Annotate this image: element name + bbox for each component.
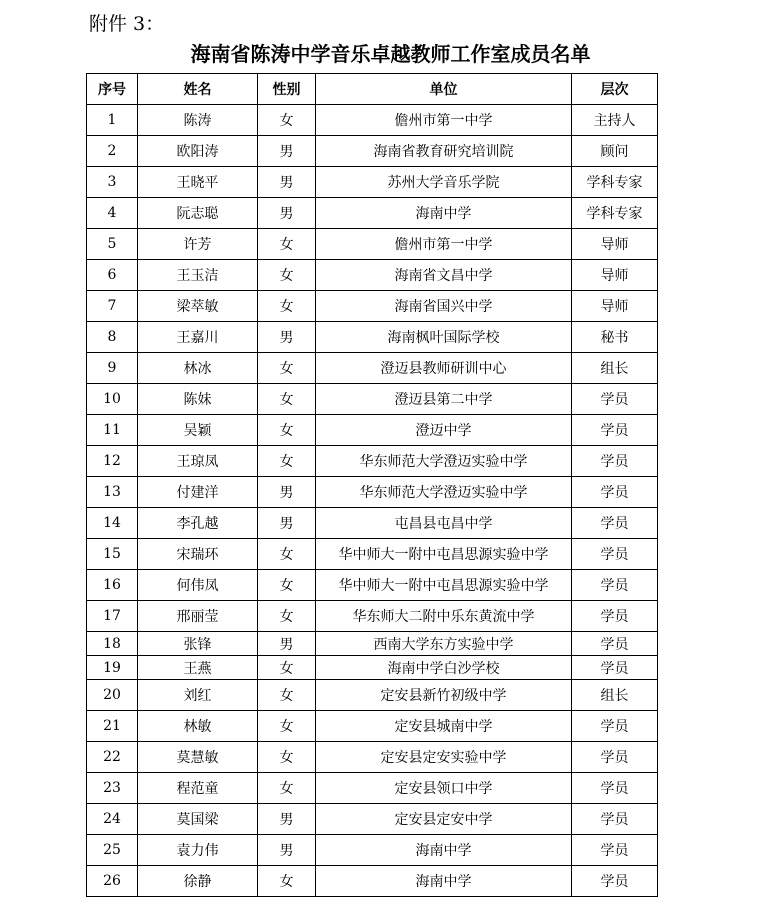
cell-level: 学员 bbox=[572, 835, 658, 866]
cell-name: 王晓平 bbox=[138, 167, 258, 198]
header-name: 姓名 bbox=[138, 74, 258, 105]
cell-unit: 定安县新竹初级中学 bbox=[316, 680, 572, 711]
cell-level: 组长 bbox=[572, 353, 658, 384]
cell-no: 9 bbox=[87, 353, 138, 384]
cell-no: 15 bbox=[87, 539, 138, 570]
table-row bbox=[87, 656, 658, 680]
cell-name: 邢丽莹 bbox=[138, 601, 258, 632]
cell-sex: 女 bbox=[258, 570, 316, 601]
table-row bbox=[87, 508, 658, 539]
table-row bbox=[87, 291, 658, 322]
cell-unit: 海南省文昌中学 bbox=[316, 260, 572, 291]
cell-level: 学科专家 bbox=[572, 167, 658, 198]
cell-name: 王嘉川 bbox=[138, 322, 258, 353]
cell-no: 26 bbox=[87, 866, 138, 897]
cell-no: 8 bbox=[87, 322, 138, 353]
cell-name: 王琼凤 bbox=[138, 446, 258, 477]
cell-level: 学员 bbox=[572, 477, 658, 508]
table-row bbox=[87, 260, 658, 291]
cell-no: 22 bbox=[87, 742, 138, 773]
cell-no: 10 bbox=[87, 384, 138, 415]
header-no: 序号 bbox=[87, 74, 138, 105]
cell-sex: 女 bbox=[258, 415, 316, 446]
cell-name: 徐静 bbox=[138, 866, 258, 897]
cell-sex: 女 bbox=[258, 656, 316, 680]
cell-no: 21 bbox=[87, 711, 138, 742]
cell-unit: 海南中学 bbox=[316, 866, 572, 897]
cell-no: 14 bbox=[87, 508, 138, 539]
cell-sex: 女 bbox=[258, 446, 316, 477]
cell-sex: 女 bbox=[258, 291, 316, 322]
cell-unit: 定安县定安实验中学 bbox=[316, 742, 572, 773]
table-row bbox=[87, 804, 658, 835]
table-row bbox=[87, 539, 658, 570]
cell-name: 林冰 bbox=[138, 353, 258, 384]
member-table bbox=[86, 73, 658, 897]
cell-sex: 女 bbox=[258, 773, 316, 804]
table-row bbox=[87, 680, 658, 711]
cell-sex: 女 bbox=[258, 229, 316, 260]
cell-level: 学员 bbox=[572, 415, 658, 446]
table-row bbox=[87, 198, 658, 229]
cell-sex: 女 bbox=[258, 539, 316, 570]
cell-name: 何伟凤 bbox=[138, 570, 258, 601]
cell-no: 13 bbox=[87, 477, 138, 508]
cell-sex: 男 bbox=[258, 198, 316, 229]
cell-level: 学员 bbox=[572, 446, 658, 477]
cell-name: 王玉洁 bbox=[138, 260, 258, 291]
cell-name: 程范童 bbox=[138, 773, 258, 804]
cell-no: 11 bbox=[87, 415, 138, 446]
cell-unit: 苏州大学音乐学院 bbox=[316, 167, 572, 198]
cell-no: 5 bbox=[87, 229, 138, 260]
cell-level: 学员 bbox=[572, 866, 658, 897]
cell-unit: 海南中学 bbox=[316, 835, 572, 866]
cell-sex: 男 bbox=[258, 167, 316, 198]
cell-sex: 男 bbox=[258, 804, 316, 835]
cell-sex: 女 bbox=[258, 105, 316, 136]
table-row bbox=[87, 477, 658, 508]
document-title: 海南省陈涛中学音乐卓越教师工作室成员名单 bbox=[190, 42, 591, 66]
cell-sex: 女 bbox=[258, 742, 316, 773]
cell-no: 25 bbox=[87, 835, 138, 866]
cell-sex: 男 bbox=[258, 477, 316, 508]
cell-unit: 澄迈中学 bbox=[316, 415, 572, 446]
cell-level: 主持人 bbox=[572, 105, 658, 136]
cell-unit: 华东师大二附中乐东黄流中学 bbox=[316, 601, 572, 632]
header-sex: 性别 bbox=[258, 74, 316, 105]
table-row bbox=[87, 632, 658, 656]
cell-level: 学员 bbox=[572, 711, 658, 742]
cell-unit: 华中师大一附中屯昌思源实验中学 bbox=[316, 539, 572, 570]
cell-no: 16 bbox=[87, 570, 138, 601]
cell-unit: 定安县城南中学 bbox=[316, 711, 572, 742]
table-row bbox=[87, 773, 658, 804]
cell-name: 陈妹 bbox=[138, 384, 258, 415]
cell-level: 学员 bbox=[572, 539, 658, 570]
cell-level: 学员 bbox=[572, 742, 658, 773]
cell-level: 导师 bbox=[572, 260, 658, 291]
cell-sex: 女 bbox=[258, 384, 316, 415]
table-row bbox=[87, 322, 658, 353]
cell-no: 23 bbox=[87, 773, 138, 804]
table-row bbox=[87, 415, 658, 446]
cell-unit: 澄迈县教师研训中心 bbox=[316, 353, 572, 384]
cell-name: 欧阳涛 bbox=[138, 136, 258, 167]
cell-unit: 儋州市第一中学 bbox=[316, 229, 572, 260]
cell-level: 学员 bbox=[572, 384, 658, 415]
table-row bbox=[87, 570, 658, 601]
cell-sex: 女 bbox=[258, 601, 316, 632]
cell-no: 4 bbox=[87, 198, 138, 229]
table-row bbox=[87, 835, 658, 866]
cell-level: 学员 bbox=[572, 632, 658, 656]
cell-unit: 海南枫叶国际学校 bbox=[316, 322, 572, 353]
cell-unit: 澄迈县第二中学 bbox=[316, 384, 572, 415]
cell-name: 袁力伟 bbox=[138, 835, 258, 866]
cell-name: 付建洋 bbox=[138, 477, 258, 508]
table-row bbox=[87, 167, 658, 198]
cell-name: 李孔越 bbox=[138, 508, 258, 539]
cell-no: 17 bbox=[87, 601, 138, 632]
cell-no: 1 bbox=[87, 105, 138, 136]
table-row bbox=[87, 353, 658, 384]
cell-level: 学员 bbox=[572, 773, 658, 804]
table-row bbox=[87, 229, 658, 260]
cell-level: 学员 bbox=[572, 804, 658, 835]
cell-unit: 海南省国兴中学 bbox=[316, 291, 572, 322]
table-row bbox=[87, 742, 658, 773]
cell-sex: 女 bbox=[258, 866, 316, 897]
table-row bbox=[87, 105, 658, 136]
cell-sex: 男 bbox=[258, 136, 316, 167]
cell-unit: 海南省教育研究培训院 bbox=[316, 136, 572, 167]
cell-name: 莫慧敏 bbox=[138, 742, 258, 773]
table-row bbox=[87, 866, 658, 897]
cell-unit: 屯昌县屯昌中学 bbox=[316, 508, 572, 539]
cell-level: 学员 bbox=[572, 508, 658, 539]
attachment-label: 附件 3： bbox=[89, 13, 165, 35]
table-row bbox=[87, 384, 658, 415]
cell-name: 刘红 bbox=[138, 680, 258, 711]
table-row bbox=[87, 711, 658, 742]
cell-name: 林敏 bbox=[138, 711, 258, 742]
cell-name: 许芳 bbox=[138, 229, 258, 260]
cell-name: 莫国梁 bbox=[138, 804, 258, 835]
cell-no: 7 bbox=[87, 291, 138, 322]
cell-name: 陈涛 bbox=[138, 105, 258, 136]
cell-unit: 海南中学 bbox=[316, 198, 572, 229]
cell-no: 18 bbox=[87, 632, 138, 656]
cell-unit: 西南大学东方实验中学 bbox=[316, 632, 572, 656]
table-body bbox=[87, 105, 658, 897]
cell-no: 2 bbox=[87, 136, 138, 167]
cell-level: 学员 bbox=[572, 601, 658, 632]
cell-unit: 华东师范大学澄迈实验中学 bbox=[316, 446, 572, 477]
cell-no: 3 bbox=[87, 167, 138, 198]
cell-level: 学员 bbox=[572, 656, 658, 680]
cell-no: 24 bbox=[87, 804, 138, 835]
cell-sex: 女 bbox=[258, 711, 316, 742]
cell-unit: 儋州市第一中学 bbox=[316, 105, 572, 136]
cell-level: 顾问 bbox=[572, 136, 658, 167]
cell-sex: 女 bbox=[258, 353, 316, 384]
cell-name: 阮志聪 bbox=[138, 198, 258, 229]
cell-name: 张锋 bbox=[138, 632, 258, 656]
cell-name: 梁萃敏 bbox=[138, 291, 258, 322]
header-level: 层次 bbox=[572, 74, 658, 105]
cell-sex: 男 bbox=[258, 508, 316, 539]
cell-sex: 男 bbox=[258, 632, 316, 656]
cell-sex: 女 bbox=[258, 260, 316, 291]
header-unit: 单位 bbox=[316, 74, 572, 105]
cell-no: 12 bbox=[87, 446, 138, 477]
cell-unit: 定安县定安中学 bbox=[316, 804, 572, 835]
cell-level: 学员 bbox=[572, 570, 658, 601]
table-row bbox=[87, 601, 658, 632]
cell-unit: 海南中学白沙学校 bbox=[316, 656, 572, 680]
cell-name: 吴颖 bbox=[138, 415, 258, 446]
cell-sex: 女 bbox=[258, 680, 316, 711]
cell-level: 秘书 bbox=[572, 322, 658, 353]
table-row bbox=[87, 446, 658, 477]
cell-no: 19 bbox=[87, 656, 138, 680]
cell-sex: 男 bbox=[258, 322, 316, 353]
table-row bbox=[87, 136, 658, 167]
cell-level: 组长 bbox=[572, 680, 658, 711]
cell-no: 6 bbox=[87, 260, 138, 291]
table-header-row bbox=[87, 74, 658, 105]
cell-unit: 定安县领口中学 bbox=[316, 773, 572, 804]
cell-name: 宋瑞环 bbox=[138, 539, 258, 570]
cell-unit: 华中师大一附中屯昌思源实验中学 bbox=[316, 570, 572, 601]
cell-level: 导师 bbox=[572, 229, 658, 260]
cell-unit: 华东师范大学澄迈实验中学 bbox=[316, 477, 572, 508]
cell-level: 导师 bbox=[572, 291, 658, 322]
cell-name: 王燕 bbox=[138, 656, 258, 680]
cell-sex: 男 bbox=[258, 835, 316, 866]
cell-level: 学科专家 bbox=[572, 198, 658, 229]
cell-no: 20 bbox=[87, 680, 138, 711]
